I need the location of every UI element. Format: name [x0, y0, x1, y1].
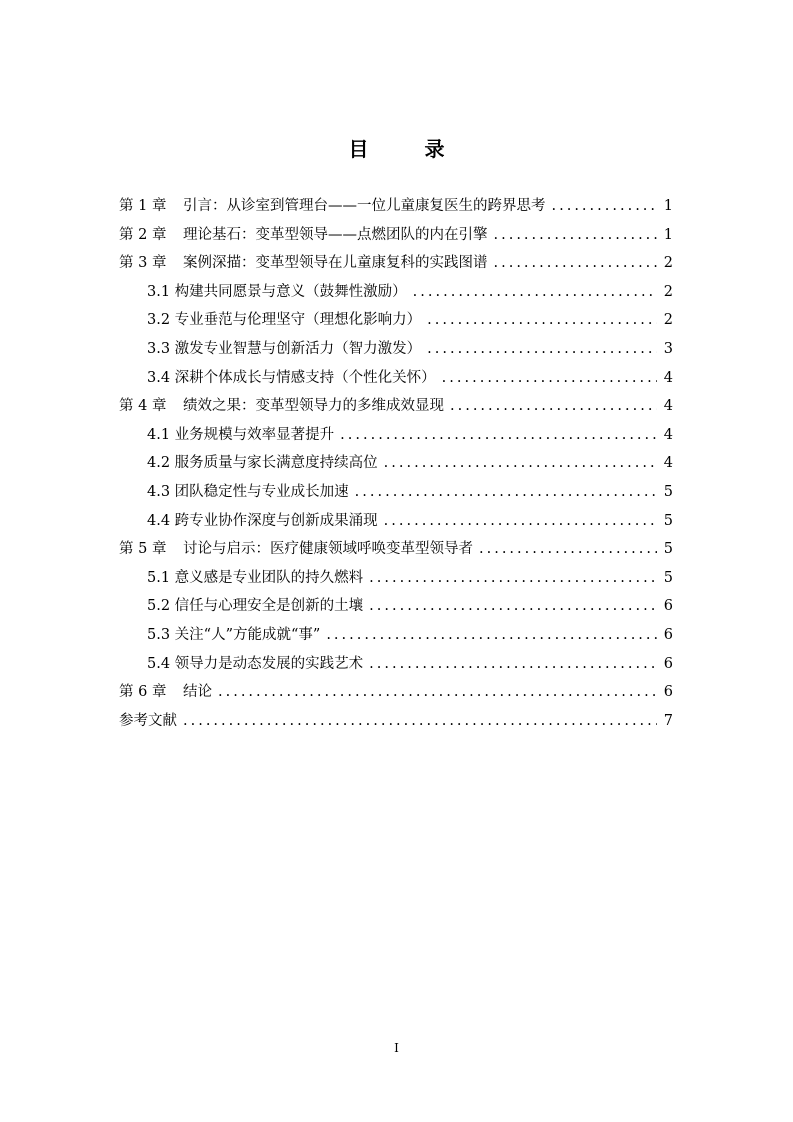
toc-entry-title: 3.2 专业垂范与伦理坚守（理想化影响力） — [147, 312, 422, 329]
toc-entry-title: 4.3 团队稳定性与专业成长加速 — [147, 483, 349, 500]
toc-dot-leader — [340, 421, 657, 450]
toc-entry-title: 4.2 服务质量与家长满意度持续高位 — [147, 455, 378, 472]
toc-dot-leader — [355, 478, 657, 507]
toc-list — [119, 192, 673, 735]
toc-page-number: 6 — [663, 684, 673, 701]
toc-section-entry[interactable] — [119, 278, 673, 307]
toc-page-number: 2 — [663, 255, 673, 272]
toc-page-number: 6 — [663, 626, 673, 643]
toc-entry-title: 5.3 关注“人”方能成就“事” — [147, 626, 321, 643]
toc-entry-title: 理论基石：变革型领导——点燃团队的内在引擎 — [183, 226, 488, 243]
toc-page-number: 2 — [663, 312, 673, 329]
toc-section-entry[interactable] — [119, 564, 673, 593]
toc-page-number: 4 — [663, 455, 673, 472]
toc-entry-title: 引言：从诊室到管理台——一位儿童康复医生的跨界思考 — [183, 198, 546, 214]
toc-chapter-number: 第 1 章 — [119, 198, 167, 214]
toc-dot-leader — [479, 535, 657, 564]
toc-chapter-number: 第 2 章 — [119, 226, 167, 243]
footer-page-number: I — [394, 1041, 399, 1055]
toc-section-entry[interactable] — [119, 621, 673, 650]
toc-dot-leader — [384, 449, 657, 478]
toc-page-number: 5 — [663, 512, 673, 529]
toc-dot-leader — [442, 364, 657, 393]
toc-entry-title: 绩效之果：变革型领导力的多维成效显现 — [183, 398, 444, 415]
toc-chapter-number: 第 4 章 — [119, 398, 167, 415]
toc-chapter-entry[interactable] — [119, 678, 673, 707]
toc-page-number: 4 — [663, 426, 673, 443]
toc-section-entry[interactable] — [119, 592, 673, 621]
toc-page-number: 6 — [663, 655, 673, 672]
toc-section-entry[interactable] — [119, 650, 673, 679]
toc-section-entry[interactable] — [119, 449, 673, 478]
toc-chapter-number: 第 5 章 — [119, 541, 167, 558]
toc-section-entry[interactable] — [119, 364, 673, 393]
toc-page-number: 5 — [663, 569, 673, 586]
toc-entry-title: 5.1 意义感是专业团队的持久燃料 — [147, 569, 364, 586]
toc-section-entry[interactable] — [119, 507, 673, 536]
toc-entry-title: 5.4 领导力是动态发展的实践艺术 — [147, 655, 364, 672]
toc-dot-leader — [369, 592, 657, 621]
toc-chapter-entry[interactable] — [119, 249, 673, 278]
toc-entry-title: 讨论与启示：医疗健康领域呼唤变革型领导者 — [183, 541, 473, 558]
toc-section-entry[interactable] — [119, 478, 673, 507]
toc-dot-leader — [427, 306, 657, 335]
toc-chapter-entry[interactable] — [119, 535, 673, 564]
toc-entry-title: 3.4 深耕个体成长与情感支持（个性化关怀） — [147, 369, 436, 386]
toc-entry-title: 4.1 业务规模与效率显著提升 — [147, 426, 335, 443]
toc-dot-leader — [427, 335, 657, 364]
toc-page-number: 7 — [663, 712, 673, 729]
toc-page-number: 4 — [663, 398, 673, 415]
toc-page-number: 5 — [663, 541, 673, 558]
toc-title: 目 录 — [348, 137, 463, 161]
toc-dot-leader — [218, 678, 657, 707]
toc-dot-leader — [183, 707, 657, 736]
toc-entry-title: 3.3 激发专业智慧与创新活力（智力激发） — [147, 340, 422, 357]
toc-section-entry[interactable] — [119, 421, 673, 450]
toc-dot-leader — [369, 564, 657, 593]
toc-dot-leader — [413, 278, 657, 307]
toc-chapter-entry[interactable] — [119, 221, 673, 250]
toc-chapter-number: 第 3 章 — [119, 255, 167, 272]
toc-entry-title: 参考文献 — [119, 712, 177, 729]
toc-entry-title: 结论 — [183, 684, 212, 701]
toc-dot-leader — [494, 221, 658, 250]
toc-entry-title: 5.2 信任与心理安全是创新的土壤 — [147, 598, 364, 615]
toc-entry-title: 案例深描：变革型领导在儿童康复科的实践图谱 — [183, 255, 488, 272]
toc-dot-leader — [326, 621, 657, 650]
toc-chapter-entry[interactable] — [119, 707, 673, 736]
toc-section-entry[interactable] — [119, 335, 673, 364]
toc-chapter-entry[interactable] — [119, 192, 673, 221]
toc-page-number: 6 — [663, 598, 673, 615]
toc-entry-title: 4.4 跨专业协作深度与创新成果涌现 — [147, 512, 378, 529]
toc-dot-leader — [494, 249, 658, 278]
toc-dot-leader — [384, 507, 657, 536]
toc-chapter-number: 第 6 章 — [119, 684, 167, 701]
toc-dot-leader — [369, 650, 657, 679]
toc-dot-leader — [450, 392, 657, 421]
toc-page-number: 2 — [663, 283, 673, 300]
toc-page-number: 1 — [663, 198, 673, 214]
toc-page-number: 4 — [663, 369, 673, 386]
toc-page-number: 1 — [663, 226, 673, 243]
toc-page-number: 5 — [663, 483, 673, 500]
toc-section-entry[interactable] — [119, 306, 673, 335]
toc-chapter-entry[interactable] — [119, 392, 673, 421]
toc-entry-title: 3.1 构建共同愿景与意义（鼓舞性激励） — [147, 283, 407, 300]
toc-page-number: 3 — [663, 340, 673, 357]
toc-dot-leader — [552, 192, 658, 221]
